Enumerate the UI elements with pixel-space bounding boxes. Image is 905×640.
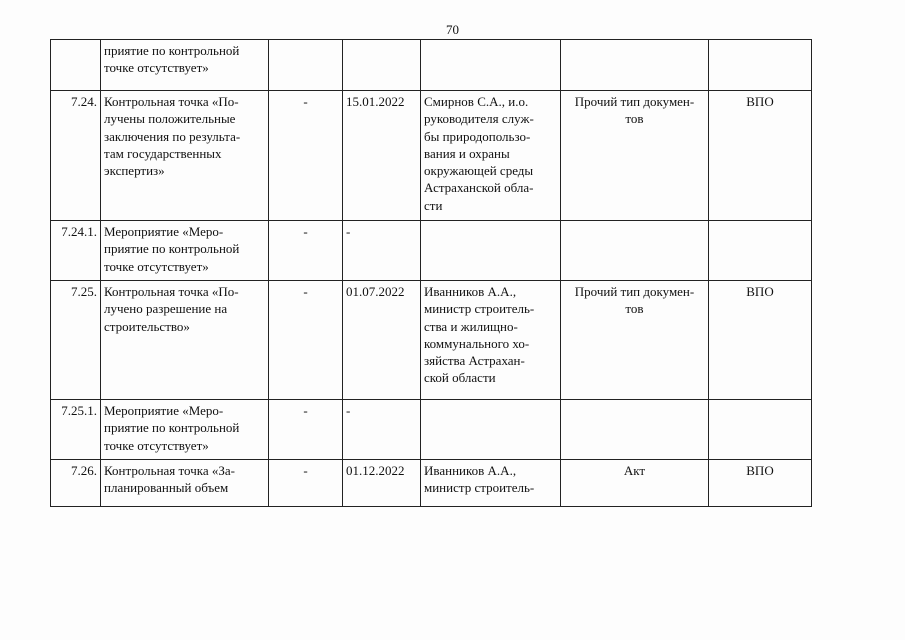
doc-type-line: Прочий тип докумен- [574,94,695,109]
cell-responsible [421,281,561,400]
responsible-line: вания и охраны [424,145,510,161]
table-row [51,221,812,281]
base-date-value: - [303,463,308,478]
name-line: приятие по контрольной [104,43,240,58]
responsible-line: окружающей среды [424,163,534,179]
name-line: лучены положительные [104,111,236,127]
responsible-line: зяйства Астрахан- [424,353,525,369]
row-number: 7.24.1. [61,224,97,239]
table-row [51,281,812,400]
cell-doc-type [561,40,709,91]
base-date-value: - [303,284,308,299]
cell-base-date [269,400,343,460]
name-line: Контрольная точка «По- [104,284,239,299]
cell-number [51,221,101,281]
cell-name [101,400,269,460]
cell-name [101,91,269,221]
cell-name [101,281,269,400]
table-row [51,400,812,460]
cell-date [343,281,421,400]
doc-type-line: тов [625,111,644,127]
name-line: экспертиз» [104,163,165,179]
cell-base-date [269,281,343,400]
cell-date [343,91,421,221]
cell-doc-type [561,221,709,281]
name-line: заключения по результа- [104,128,241,144]
name-line: там государственных [104,145,222,161]
cell-responsible [421,400,561,460]
cell-base-date [269,221,343,281]
cell-responsible [421,91,561,221]
row-number: 7.25.1. [61,403,97,418]
name-line: Мероприятие «Меро- [104,224,224,239]
doc-type-line: Прочий тип докумен- [574,284,695,299]
doc-type-line: тов [625,301,644,317]
base-date-value: - [303,224,308,239]
date-value: 01.07.2022 [346,284,405,299]
cell-name [101,221,269,281]
row-number: 7.24. [71,94,97,109]
responsible-line: Астраханской обла- [424,180,534,196]
cell-number [51,40,101,91]
cell-responsible [421,40,561,91]
date-value: 01.12.2022 [346,463,405,478]
cell-doc-type [561,91,709,221]
name-line: лучено разрешение на [104,301,228,317]
cell-code [709,91,812,221]
cell-number [51,460,101,507]
cell-number [51,400,101,460]
responsible-line: ства и жилищно- [424,318,518,334]
responsible-line: бы природопользо- [424,128,531,144]
responsible-line: руководителя служ- [424,111,534,127]
name-line: точке отсутствует» [104,60,209,76]
cell-date [343,400,421,460]
row-number: 7.26. [71,463,97,478]
cell-code [709,221,812,281]
name-line: строительство» [104,318,190,334]
cell-number [51,281,101,400]
code-value: ВПО [746,94,774,109]
date-value: 15.01.2022 [346,94,405,109]
name-line: планированный объем [104,480,229,496]
cell-responsible [421,460,561,507]
responsible-line: министр строитель- [424,301,535,317]
control-points-table [50,39,812,507]
row-number: 7.25. [71,284,97,299]
cell-doc-type [561,460,709,507]
cell-code [709,460,812,507]
cell-code [709,281,812,400]
responsible-line: Смирнов С.А., и.о. [424,94,529,109]
responsible-line: Иванников А.А., [424,463,517,478]
date-value: - [346,403,351,418]
code-value: ВПО [746,284,774,299]
responsible-line: сти [424,197,443,213]
base-date-value: - [303,94,308,109]
cell-responsible [421,221,561,281]
cell-base-date [269,40,343,91]
responsible-line: министр строитель- [424,480,535,496]
name-line: приятие по контрольной [104,420,240,436]
cell-date [343,40,421,91]
cell-code [709,40,812,91]
cell-date [343,221,421,281]
table-row [51,460,812,507]
name-line: приятие по контрольной [104,241,240,257]
cell-number [51,91,101,221]
cell-code [709,400,812,460]
name-line: Контрольная точка «За- [104,463,235,478]
table-row [51,40,812,91]
responsible-line: коммунального хо- [424,335,530,351]
name-line: Контрольная точка «По- [104,94,239,109]
name-line: Мероприятие «Меро- [104,403,224,418]
doc-type-line: Акт [623,463,646,478]
responsible-line: Иванников А.А., [424,284,517,299]
code-value: ВПО [746,463,774,478]
cell-date [343,460,421,507]
cell-base-date [269,460,343,507]
cell-name [101,460,269,507]
cell-base-date [269,91,343,221]
name-line: точке отсутствует» [104,258,209,274]
responsible-line: ской области [424,370,496,386]
cell-name [101,40,269,91]
base-date-value: - [303,403,308,418]
table-row [51,91,812,221]
name-line: точке отсутствует» [104,437,209,453]
cell-doc-type [561,400,709,460]
page-number: 70 [446,22,459,37]
date-value: - [346,224,351,239]
cell-doc-type [561,281,709,400]
